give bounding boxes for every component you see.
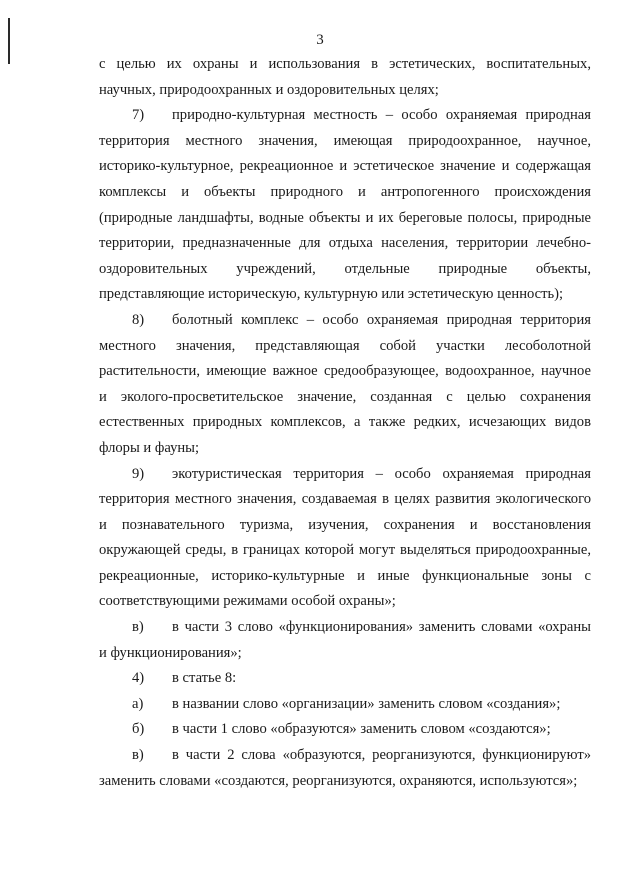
- text-line: территория местного значения, создаваемая в целях развития экологического: [99, 491, 591, 508]
- line-text: в части 2 слова «образуются, реорганизуются, функционируют»: [172, 747, 591, 764]
- line-text: в части 3 слово «функционирования» заменить словами «охраны: [172, 619, 591, 636]
- text-line: историко-культурное, рекреационное и эстетическое значение и содержащая: [99, 158, 591, 175]
- line-text: в статье 8:: [172, 670, 237, 687]
- item-marker: 7): [132, 107, 145, 124]
- text-line: растительности, имеющие важное средообразующее, водоохранное, научное: [99, 363, 591, 380]
- text-line: флоры и фауны;: [99, 439, 200, 456]
- paragraph: [99, 615, 591, 666]
- item-marker: 9): [132, 465, 145, 482]
- text-line: естественных природных комплексов, а также редких, исчезающих видов: [99, 414, 591, 431]
- paragraph: [99, 692, 591, 718]
- text-line: и эколого-просветительское значение, созданная с целью сохранения: [99, 388, 591, 405]
- line-text: болотный комплекс – особо охраняемая природная территория: [172, 311, 591, 328]
- paragraph: [99, 666, 591, 692]
- text-line: территории, предназначенные для отдыха населения, территории лечебно-: [99, 235, 591, 252]
- item-marker: а): [132, 695, 144, 712]
- text-line: представляющие историческую, культурную или эстетическую ценность);: [99, 286, 564, 303]
- text-line: и познавательного туризма, изучения, сохранения и восстановления: [99, 516, 591, 533]
- line-text: в части 1 слово «образуются» заменить словом «создаются»;: [172, 721, 551, 738]
- text-line: и функционирования»;: [99, 644, 242, 661]
- page-number: 3: [316, 32, 324, 48]
- item-marker: 4): [132, 670, 145, 687]
- text-line: соответствующими режимами особой охраны»;: [99, 593, 396, 610]
- item-marker: 8): [132, 311, 145, 328]
- document-body: [99, 52, 591, 794]
- line-text: в названии слово «организации» заменить словом «создания»;: [172, 695, 561, 712]
- text-line: [99, 743, 591, 769]
- text-line: [99, 103, 591, 129]
- text-line: с целью их охраны и использования в эстетических, воспитательных,: [99, 56, 591, 72]
- text-line: [99, 615, 591, 641]
- line-text: экотуристическая территория – особо охраняемая природная: [172, 465, 591, 482]
- text-line: заменить словами «создаются, реорганизуются, охраняются, используются»;: [99, 772, 578, 789]
- text-line: [99, 692, 591, 718]
- line-text: природно-культурная местность – особо охраняемая природная: [172, 107, 591, 124]
- text-line: комплексы и объекты природного и антропогенного происхождения: [99, 183, 591, 200]
- paragraph: [99, 717, 591, 743]
- text-line: [99, 462, 591, 488]
- item-marker: в): [132, 747, 144, 764]
- text-line: местного значения, представляющая собой участки лесоболотной: [99, 337, 591, 354]
- paragraph: [99, 103, 591, 308]
- item-marker: в): [132, 619, 144, 636]
- text-line: оздоровительных учреждений, отдельные природные объекты,: [99, 260, 591, 277]
- text-line: рекреационные, историко-культурные и иные функциональные зоны с: [99, 567, 591, 584]
- paragraph: [99, 462, 591, 616]
- text-line: научных, природоохранных и оздоровительных целях;: [99, 81, 439, 98]
- item-marker: б): [132, 721, 145, 738]
- text-line: территория местного значения, имеющая природоохранное, научное,: [99, 132, 591, 149]
- paragraph: [99, 743, 591, 794]
- text-line: окружающей среды, в границах которой могут выделяться природоохранные,: [99, 542, 591, 559]
- paragraph: [99, 52, 591, 103]
- text-line: [99, 717, 591, 743]
- text-line: [99, 308, 591, 334]
- text-line: [99, 666, 591, 692]
- text-line: (природные ландшафты, водные объекты и их береговые полосы, природные: [99, 209, 591, 226]
- paragraph: [99, 308, 591, 462]
